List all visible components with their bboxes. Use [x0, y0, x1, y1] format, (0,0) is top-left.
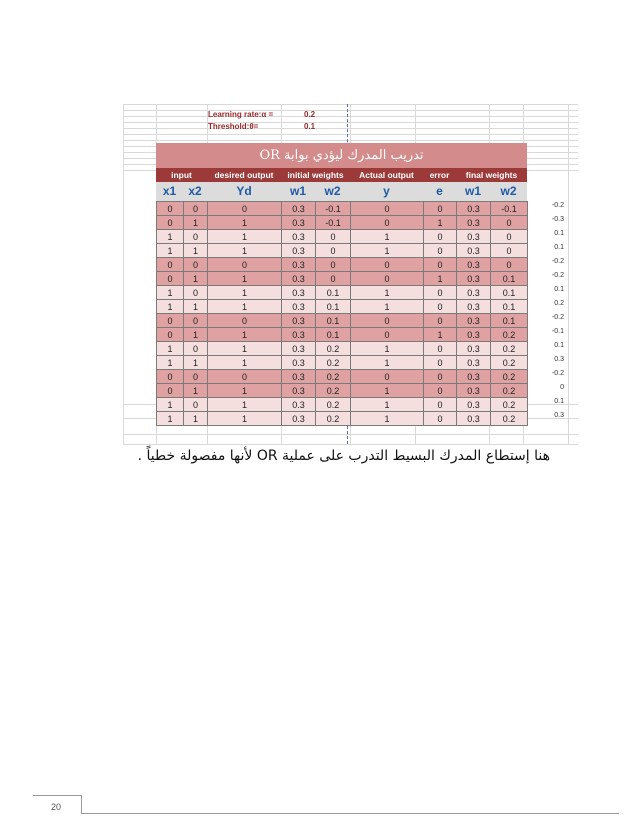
table-cell: 0.3: [282, 384, 316, 398]
threshold-label: Threshold:θ=: [208, 122, 259, 131]
table-cell: 0: [424, 258, 457, 272]
table-cell: 0.3: [457, 356, 491, 370]
table-cell: 0: [424, 412, 457, 426]
page-number-box: [33, 795, 82, 814]
table-cell: 0: [424, 342, 457, 356]
table-cell: 0.1: [316, 300, 351, 314]
table-cell: 0: [424, 202, 457, 216]
table-cell: 1: [184, 272, 208, 286]
subheader-x1: x1: [162, 184, 177, 198]
table-cell: 1: [424, 272, 457, 286]
table-cell: 0.3: [457, 258, 491, 272]
side-value: 0.1: [554, 286, 564, 293]
subheader-e: e: [436, 184, 443, 198]
table-cell: 0.2: [491, 342, 528, 356]
table-cell: 0: [316, 230, 351, 244]
side-value: -0.2: [551, 370, 564, 377]
table-cell: 0: [424, 230, 457, 244]
table-cell: 1: [157, 342, 184, 356]
table-cell: 1: [208, 412, 282, 426]
side-value: -0.2: [551, 258, 564, 265]
table-cell: 0.3: [457, 286, 491, 300]
footer-rule: [81, 813, 619, 814]
table-cell: 1: [184, 244, 208, 258]
table-cell: 0: [424, 300, 457, 314]
table-cell: 0: [491, 230, 528, 244]
table-cell: 0: [424, 314, 457, 328]
side-value: -0.2: [551, 314, 564, 321]
header-initial-weights: initial weights: [287, 170, 344, 180]
header-error: error: [429, 170, 450, 180]
table-cell: 0.3: [282, 202, 316, 216]
table-cell: 0.3: [457, 202, 491, 216]
table-cell: 0.3: [282, 412, 316, 426]
table-cell: 0: [316, 258, 351, 272]
table-cell: 1: [208, 300, 282, 314]
table-cell: 0: [424, 356, 457, 370]
subheader-w2-initial: w2: [324, 184, 341, 198]
table-row: [157, 300, 528, 314]
table-cell: 1: [351, 244, 424, 258]
side-value: 0: [560, 384, 564, 391]
table-cell: 1: [184, 300, 208, 314]
table-cell: 0.3: [282, 286, 316, 300]
table-cell: 0: [157, 384, 184, 398]
header-desired-output: desired output: [214, 170, 274, 180]
table-cell: 0: [157, 216, 184, 230]
side-value: -0.2: [551, 272, 564, 279]
table-cell: 1: [157, 300, 184, 314]
table-cell: 0: [184, 314, 208, 328]
table-cell: 0: [157, 202, 184, 216]
side-value: -0.1: [551, 328, 564, 335]
table-cell: 0: [184, 342, 208, 356]
table-row: [157, 398, 528, 412]
learning-rate-value: 0.2: [304, 110, 316, 119]
table-cell: 0.2: [491, 356, 528, 370]
table-cell: 0: [184, 370, 208, 384]
table-row: [157, 356, 528, 370]
table-cell: 0: [208, 202, 282, 216]
training-table: [156, 201, 528, 426]
table-cell: 1: [208, 328, 282, 342]
table-cell: 0.3: [457, 216, 491, 230]
table-cell: 0: [491, 244, 528, 258]
table-row: [157, 202, 528, 216]
table-cell: 0.2: [491, 370, 528, 384]
subheader-w2-final: w2: [500, 184, 517, 198]
table-cell: 0: [208, 370, 282, 384]
table-cell: 0.3: [282, 342, 316, 356]
table-cell: 0.2: [316, 342, 351, 356]
table-cell: 0: [184, 202, 208, 216]
table-cell: 0.3: [457, 398, 491, 412]
table-cell: 0.2: [316, 398, 351, 412]
table-cell: -0.1: [491, 202, 528, 216]
table-cell: 0: [208, 314, 282, 328]
table-cell: 1: [208, 342, 282, 356]
table-cell: 1: [208, 272, 282, 286]
learning-rate-label: Learning rate:α =: [208, 110, 274, 119]
table-cell: 0.2: [316, 356, 351, 370]
table-cell: 1: [157, 244, 184, 258]
table-cell: 0: [351, 314, 424, 328]
table-cell: 0.3: [457, 230, 491, 244]
table-cell: 0: [424, 244, 457, 258]
table-cell: 0: [351, 370, 424, 384]
table-cell: 0.3: [282, 244, 316, 258]
table-cell: 1: [184, 328, 208, 342]
table-cell: 0.2: [491, 384, 528, 398]
table-cell: 0: [424, 370, 457, 384]
table-title: تدريب المدرك ليؤدي بوابة OR: [259, 148, 424, 163]
table-cell: 0: [157, 272, 184, 286]
caption-text: هنا إستطاع المدرك البسيط التدرب على عملية OR لأنها مفصولة خطياً .: [137, 448, 550, 464]
table-cell: 0: [491, 216, 528, 230]
table-cell: 0: [184, 258, 208, 272]
table-cell: 0.3: [282, 328, 316, 342]
table-cell: 1: [157, 398, 184, 412]
table-cell: 0: [351, 258, 424, 272]
table-cell: 1: [208, 286, 282, 300]
table-cell: 0: [424, 286, 457, 300]
page-number: 20: [51, 802, 62, 812]
table-cell: 1: [184, 356, 208, 370]
table-cell: 0.3: [457, 300, 491, 314]
side-value: 0.1: [554, 230, 564, 237]
table-cell: 0.1: [316, 314, 351, 328]
table-cell: 1: [351, 412, 424, 426]
side-value: -0.3: [551, 216, 564, 223]
table-cell: 0.2: [316, 370, 351, 384]
table-cell: 0.3: [282, 314, 316, 328]
table-cell: 0: [157, 258, 184, 272]
table-cell: 1: [184, 384, 208, 398]
table-cell: -0.1: [316, 216, 351, 230]
table-row: [157, 412, 528, 426]
table-cell: 1: [424, 216, 457, 230]
table-cell: 0.3: [457, 370, 491, 384]
table-cell: 0: [316, 244, 351, 258]
table-row: [157, 286, 528, 300]
table-cell: 0: [351, 272, 424, 286]
table-cell: 0: [491, 258, 528, 272]
header-actual-output: Actual output: [359, 170, 414, 180]
table-cell: 0: [184, 286, 208, 300]
table-cell: 1: [208, 244, 282, 258]
table-cell: 0: [208, 258, 282, 272]
table-cell: 1: [351, 384, 424, 398]
table-cell: 1: [208, 398, 282, 412]
table-row: [157, 342, 528, 356]
table-cell: 0: [424, 384, 457, 398]
table-row: [157, 370, 528, 384]
table-cell: 0.2: [491, 328, 528, 342]
side-value: -0.2: [551, 202, 564, 209]
table-cell: 1: [351, 300, 424, 314]
table-cell: 0.1: [316, 286, 351, 300]
table-cell: 0: [351, 202, 424, 216]
table-row: [157, 230, 528, 244]
table-cell: 0.3: [457, 342, 491, 356]
side-value: 0.3: [554, 356, 564, 363]
table-row: [157, 272, 528, 286]
side-value: 0.1: [554, 342, 564, 349]
table-cell: 1: [157, 412, 184, 426]
table-cell: 1: [184, 216, 208, 230]
table-cell: 0: [351, 328, 424, 342]
table-cell: 1: [351, 286, 424, 300]
table-cell: 1: [184, 412, 208, 426]
table-cell: 0.3: [457, 272, 491, 286]
table-row: [157, 216, 528, 230]
table-row: [157, 384, 528, 398]
subheader-w1-initial: w1: [289, 184, 306, 198]
table-cell: 0: [424, 398, 457, 412]
table-cell: 1: [424, 328, 457, 342]
table-cell: 0: [351, 216, 424, 230]
table-cell: 0.3: [457, 412, 491, 426]
table-cell: 0.2: [316, 412, 351, 426]
table-cell: 0: [157, 314, 184, 328]
table-cell: 1: [157, 356, 184, 370]
table-row: [157, 244, 528, 258]
table-cell: 0.1: [491, 286, 528, 300]
side-value: 0.2: [554, 300, 564, 307]
table-cell: 0.3: [457, 244, 491, 258]
table-cell: 1: [351, 398, 424, 412]
table-cell: 1: [351, 230, 424, 244]
header-final-weights: final weights: [465, 170, 518, 180]
table-cell: 1: [157, 286, 184, 300]
table-cell: 0.1: [491, 272, 528, 286]
table-cell: 0.2: [491, 398, 528, 412]
table-cell: 1: [208, 356, 282, 370]
table-cell: -0.1: [316, 202, 351, 216]
table-cell: 0.3: [457, 328, 491, 342]
table-cell: 1: [351, 356, 424, 370]
table-cell: 0.3: [282, 216, 316, 230]
table-cell: 0.1: [316, 328, 351, 342]
table-cell: 0: [157, 328, 184, 342]
table-cell: 0: [184, 398, 208, 412]
subheader-yd: Yd: [236, 184, 252, 198]
table-cell: 0.3: [282, 398, 316, 412]
table-cell: 0.1: [491, 300, 528, 314]
table-cell: 0.3: [282, 300, 316, 314]
table-cell: 1: [157, 230, 184, 244]
table-row: [157, 328, 528, 342]
side-value: 0.1: [554, 244, 564, 251]
side-value: 0.3: [554, 412, 564, 419]
table-cell: 1: [208, 384, 282, 398]
table-cell: 0.3: [282, 230, 316, 244]
side-value: 0.1: [554, 398, 564, 405]
table-cell: 1: [208, 216, 282, 230]
table-cell: 0.3: [457, 314, 491, 328]
table-cell: 0: [184, 230, 208, 244]
threshold-value: 0.1: [304, 122, 316, 131]
table-cell: 1: [208, 230, 282, 244]
subheader-x2: x2: [188, 184, 202, 198]
table-row: [157, 314, 528, 328]
table-cell: 1: [351, 342, 424, 356]
table-cell: 0.3: [282, 370, 316, 384]
table-row: [157, 258, 528, 272]
table-cell: 0.2: [491, 412, 528, 426]
table-cell: 0.3: [282, 272, 316, 286]
subheader-w1-final: w1: [464, 184, 481, 198]
table-cell: 0.2: [316, 384, 351, 398]
table-cell: 0: [157, 370, 184, 384]
table-cell: 0.3: [282, 258, 316, 272]
table-cell: 0.3: [457, 384, 491, 398]
table-cell: 0.3: [282, 356, 316, 370]
table-cell: 0: [316, 272, 351, 286]
subheader-y: y: [383, 184, 390, 198]
header-input: input: [171, 170, 192, 180]
table-cell: 0.1: [491, 314, 528, 328]
